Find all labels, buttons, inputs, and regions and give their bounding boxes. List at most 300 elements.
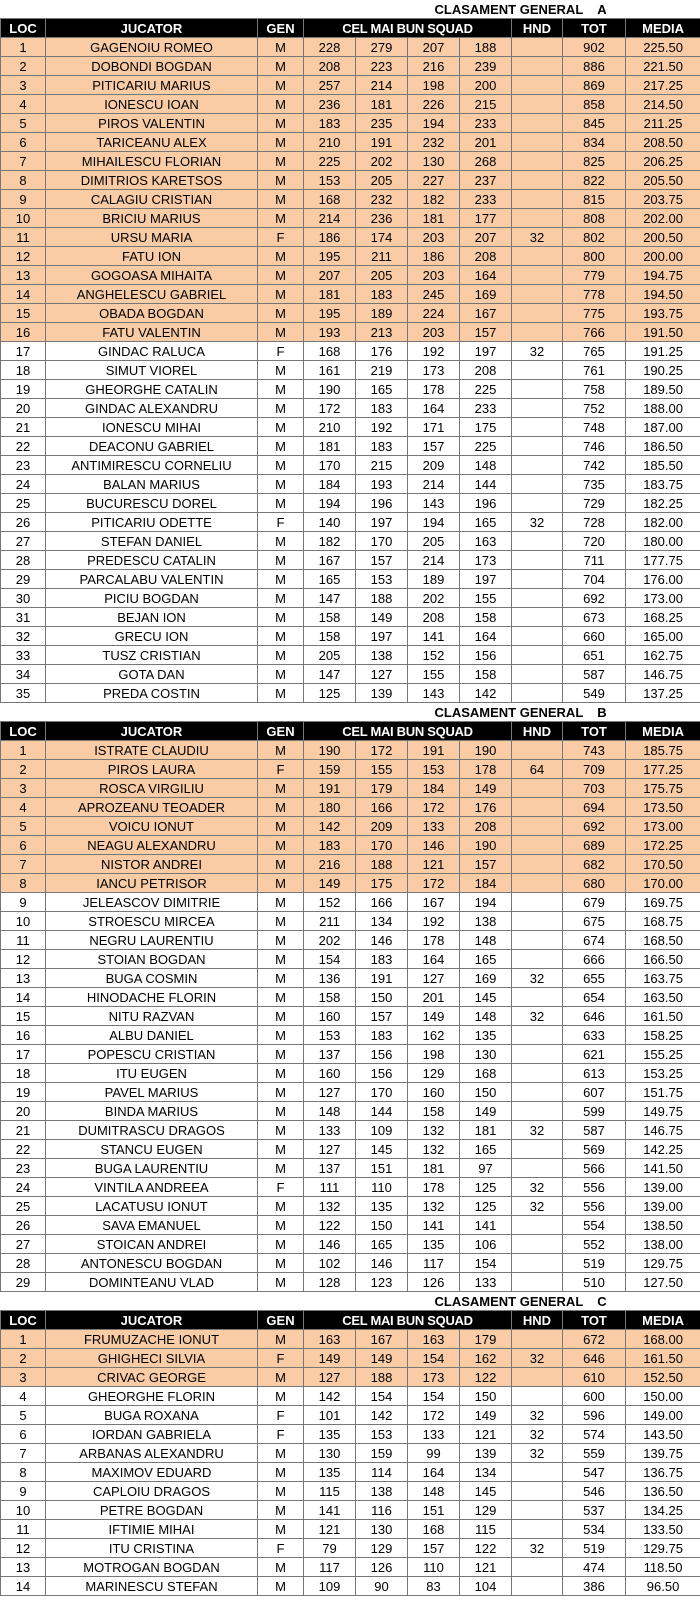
game3-score-cell: 141 [408, 627, 460, 646]
handicap-cell [512, 247, 563, 266]
handicap-cell: 32 [512, 513, 563, 532]
game3-score-cell: 154 [408, 1349, 460, 1368]
handicap-cell [512, 1577, 563, 1596]
rank-cell: 2 [1, 1349, 46, 1368]
game3-score-cell: 162 [408, 1026, 460, 1045]
game4-score-cell: 196 [460, 494, 512, 513]
player-name-cell: ARBANAS ALEXANDRU [46, 1444, 258, 1463]
gender-cell: F [258, 342, 304, 361]
rank-cell: 4 [1, 1387, 46, 1406]
table-row [1, 456, 700, 475]
table-row [1, 76, 700, 95]
handicap-cell [512, 874, 563, 893]
table-row [1, 1159, 700, 1178]
game4-score-cell: 149 [460, 779, 512, 798]
game1-score-cell: 140 [304, 513, 356, 532]
player-name-cell: PIROS VALENTIN [46, 114, 258, 133]
average-cell: 225.50 [626, 38, 700, 57]
table-row [1, 798, 700, 817]
game2-score-cell: 123 [356, 1273, 408, 1292]
total-cell: 825 [563, 152, 626, 171]
total-cell: 742 [563, 456, 626, 475]
handicap-cell [512, 988, 563, 1007]
hnd-header: HND [512, 1311, 563, 1330]
average-cell: 183.75 [626, 475, 700, 494]
game3-score-cell: 209 [408, 456, 460, 475]
total-cell: 886 [563, 57, 626, 76]
game4-score-cell: 179 [460, 1330, 512, 1349]
game2-score-cell: 109 [356, 1121, 408, 1140]
game2-score-cell: 183 [356, 399, 408, 418]
game2-score-cell: 219 [356, 361, 408, 380]
section-title: CLASAMENT GENERAL [434, 1, 584, 17]
handicap-cell: 32 [512, 228, 563, 247]
average-cell: 150.00 [626, 1387, 700, 1406]
table-row [1, 551, 700, 570]
table-row [1, 1387, 700, 1406]
game2-score-cell: 183 [356, 1026, 408, 1045]
game2-score-cell: 139 [356, 684, 408, 703]
player-header: JUCATOR [46, 722, 258, 741]
game3-score-cell: 171 [408, 418, 460, 437]
game3-score-cell: 148 [408, 1482, 460, 1501]
average-cell: 172.25 [626, 836, 700, 855]
table-row [1, 494, 700, 513]
player-name-cell: MIHAILESCU FLORIAN [46, 152, 258, 171]
player-name-cell: APROZEANU TEOADER [46, 798, 258, 817]
gender-cell: M [258, 76, 304, 95]
game3-score-cell: 208 [408, 608, 460, 627]
handicap-cell [512, 608, 563, 627]
gender-cell: M [258, 1064, 304, 1083]
total-cell: 761 [563, 361, 626, 380]
player-name-cell: STOIAN BOGDAN [46, 950, 258, 969]
game3-score-cell: 99 [408, 1444, 460, 1463]
handicap-cell: 32 [512, 1121, 563, 1140]
handicap-cell [512, 380, 563, 399]
game4-score-cell: 115 [460, 1520, 512, 1539]
rank-cell: 16 [1, 323, 46, 342]
player-name-cell: IANCU PETRISOR [46, 874, 258, 893]
handicap-cell [512, 171, 563, 190]
total-cell: 845 [563, 114, 626, 133]
game3-score-cell: 203 [408, 228, 460, 247]
handicap-cell [512, 798, 563, 817]
average-cell: 133.50 [626, 1520, 700, 1539]
total-cell: 554 [563, 1216, 626, 1235]
gender-cell: M [258, 1159, 304, 1178]
game4-score-cell: 145 [460, 1482, 512, 1501]
game1-score-cell: 228 [304, 38, 356, 57]
handicap-cell [512, 114, 563, 133]
total-cell: 735 [563, 475, 626, 494]
average-cell: 214.50 [626, 95, 700, 114]
player-name-cell: GHEORGHE CATALIN [46, 380, 258, 399]
gender-cell: M [258, 1026, 304, 1045]
table-row [1, 1577, 700, 1596]
game3-score-cell: 83 [408, 1577, 460, 1596]
total-cell: 766 [563, 323, 626, 342]
game2-score-cell: 170 [356, 1083, 408, 1102]
table-row [1, 855, 700, 874]
gender-cell: M [258, 190, 304, 209]
total-cell: 596 [563, 1406, 626, 1425]
rank-cell: 9 [1, 1482, 46, 1501]
game2-score-cell: 153 [356, 570, 408, 589]
game4-score-cell: 141 [460, 1216, 512, 1235]
handicap-cell [512, 418, 563, 437]
game2-score-cell: 209 [356, 817, 408, 836]
average-cell: 200.00 [626, 247, 700, 266]
game2-score-cell: 235 [356, 114, 408, 133]
game1-score-cell: 154 [304, 950, 356, 969]
section-title: CLASAMENT GENERAL [434, 704, 584, 720]
average-cell: 118.50 [626, 1558, 700, 1577]
gender-cell: M [258, 1140, 304, 1159]
handicap-cell [512, 494, 563, 513]
game1-score-cell: 160 [304, 1007, 356, 1026]
rank-cell: 29 [1, 1273, 46, 1292]
total-cell: 779 [563, 266, 626, 285]
player-name-cell: GRECU ION [46, 627, 258, 646]
game1-score-cell: 158 [304, 988, 356, 1007]
average-cell: 163.75 [626, 969, 700, 988]
best-squad-header: CEL MAI BUN SQUAD [304, 722, 512, 741]
game2-score-cell: 170 [356, 836, 408, 855]
game4-score-cell: 168 [460, 1064, 512, 1083]
game3-score-cell: 189 [408, 570, 460, 589]
game1-score-cell: 211 [304, 912, 356, 931]
game2-score-cell: 183 [356, 437, 408, 456]
game1-score-cell: 115 [304, 1482, 356, 1501]
gender-cell: M [258, 570, 304, 589]
game2-score-cell: 179 [356, 779, 408, 798]
average-cell: 190.25 [626, 361, 700, 380]
rank-cell: 27 [1, 1235, 46, 1254]
game2-score-cell: 196 [356, 494, 408, 513]
game3-score-cell: 173 [408, 361, 460, 380]
loc-header: LOC [1, 722, 46, 741]
rank-cell: 5 [1, 114, 46, 133]
player-name-cell: STOICAN ANDREI [46, 1235, 258, 1254]
table-row [1, 1539, 700, 1558]
game4-score-cell: 188 [460, 38, 512, 57]
rank-cell: 13 [1, 266, 46, 285]
media-header: MEDIA [626, 1311, 700, 1330]
gender-cell: M [258, 1197, 304, 1216]
table-row [1, 1254, 700, 1273]
gender-cell: M [258, 532, 304, 551]
game2-score-cell: 205 [356, 171, 408, 190]
total-cell: 666 [563, 950, 626, 969]
gender-cell: F [258, 1178, 304, 1197]
game3-score-cell: 192 [408, 912, 460, 931]
handicap-cell [512, 437, 563, 456]
handicap-cell [512, 627, 563, 646]
game1-score-cell: 193 [304, 323, 356, 342]
game4-score-cell: 165 [460, 1140, 512, 1159]
game3-score-cell: 132 [408, 1197, 460, 1216]
total-cell: 549 [563, 684, 626, 703]
game2-score-cell: 183 [356, 285, 408, 304]
average-cell: 170.00 [626, 874, 700, 893]
rank-cell: 3 [1, 779, 46, 798]
table-row [1, 1102, 700, 1121]
average-cell: 139.75 [626, 1444, 700, 1463]
game4-score-cell: 207 [460, 228, 512, 247]
player-name-cell: GHEORGHE FLORIN [46, 1387, 258, 1406]
game4-score-cell: 162 [460, 1349, 512, 1368]
rank-cell: 17 [1, 1045, 46, 1064]
average-cell: 162.75 [626, 646, 700, 665]
gender-cell: M [258, 304, 304, 323]
game4-score-cell: 190 [460, 741, 512, 760]
game4-score-cell: 104 [460, 1577, 512, 1596]
average-cell: 139.00 [626, 1178, 700, 1197]
game1-score-cell: 190 [304, 741, 356, 760]
average-cell: 139.00 [626, 1197, 700, 1216]
gender-cell: M [258, 247, 304, 266]
handicap-cell [512, 57, 563, 76]
handicap-cell [512, 1235, 563, 1254]
average-cell: 137.25 [626, 684, 700, 703]
player-name-cell: IORDAN GABRIELA [46, 1425, 258, 1444]
player-name-cell: ITU CRISTINA [46, 1539, 258, 1558]
game4-score-cell: 165 [460, 513, 512, 532]
gender-cell: M [258, 475, 304, 494]
player-name-cell: PITICARIU ODETTE [46, 513, 258, 532]
gender-cell: M [258, 1387, 304, 1406]
game4-score-cell: 175 [460, 418, 512, 437]
rank-cell: 15 [1, 304, 46, 323]
handicap-cell [512, 646, 563, 665]
average-cell: 211.25 [626, 114, 700, 133]
game4-score-cell: 163 [460, 532, 512, 551]
game4-score-cell: 167 [460, 304, 512, 323]
average-cell: 194.50 [626, 285, 700, 304]
game1-score-cell: 146 [304, 1235, 356, 1254]
rank-cell: 29 [1, 570, 46, 589]
game3-score-cell: 173 [408, 1368, 460, 1387]
total-cell: 510 [563, 1273, 626, 1292]
handicap-cell: 32 [512, 1197, 563, 1216]
game1-score-cell: 152 [304, 893, 356, 912]
game4-score-cell: 157 [460, 855, 512, 874]
total-cell: 559 [563, 1444, 626, 1463]
table-row [1, 1007, 700, 1026]
media-header: MEDIA [626, 722, 700, 741]
game1-score-cell: 127 [304, 1140, 356, 1159]
player-name-cell: IONESCU MIHAI [46, 418, 258, 437]
game4-score-cell: 181 [460, 1121, 512, 1140]
game2-score-cell: 188 [356, 589, 408, 608]
average-cell: 176.00 [626, 570, 700, 589]
player-name-cell: DUMITRASCU DRAGOS [46, 1121, 258, 1140]
total-cell: 822 [563, 171, 626, 190]
game1-score-cell: 202 [304, 931, 356, 950]
total-cell: 694 [563, 798, 626, 817]
handicap-cell [512, 190, 563, 209]
total-cell: 674 [563, 931, 626, 950]
rank-cell: 23 [1, 1159, 46, 1178]
average-cell: 182.00 [626, 513, 700, 532]
table-row [1, 266, 700, 285]
average-cell: 143.50 [626, 1425, 700, 1444]
game2-score-cell: 232 [356, 190, 408, 209]
game3-score-cell: 163 [408, 1330, 460, 1349]
game3-score-cell: 203 [408, 323, 460, 342]
rank-cell: 12 [1, 1539, 46, 1558]
game1-score-cell: 210 [304, 418, 356, 437]
average-cell: 129.75 [626, 1254, 700, 1273]
table-row [1, 399, 700, 418]
handicap-cell [512, 1083, 563, 1102]
average-cell: 202.00 [626, 209, 700, 228]
game4-score-cell: 194 [460, 893, 512, 912]
player-name-cell: DEACONU GABRIEL [46, 437, 258, 456]
table-row [1, 1444, 700, 1463]
game2-score-cell: 167 [356, 1330, 408, 1349]
game4-score-cell: 233 [460, 114, 512, 133]
player-name-cell: PARCALABU VALENTIN [46, 570, 258, 589]
game3-score-cell: 192 [408, 342, 460, 361]
game4-score-cell: 148 [460, 456, 512, 475]
rank-cell: 1 [1, 38, 46, 57]
rank-cell: 2 [1, 760, 46, 779]
game2-score-cell: 157 [356, 1007, 408, 1026]
hnd-header: HND [512, 722, 563, 741]
game3-score-cell: 132 [408, 1140, 460, 1159]
gender-cell: M [258, 1330, 304, 1349]
game1-score-cell: 161 [304, 361, 356, 380]
player-name-cell: ALBU DANIEL [46, 1026, 258, 1045]
game1-score-cell: 111 [304, 1178, 356, 1197]
player-name-cell: FRUMUZACHE IONUT [46, 1330, 258, 1349]
table-row [1, 380, 700, 399]
game4-score-cell: 239 [460, 57, 512, 76]
gender-cell: M [258, 1254, 304, 1273]
game3-score-cell: 110 [408, 1558, 460, 1577]
game2-score-cell: 166 [356, 798, 408, 817]
game4-score-cell: 208 [460, 817, 512, 836]
total-cell: 537 [563, 1501, 626, 1520]
game1-score-cell: 190 [304, 380, 356, 399]
game3-score-cell: 130 [408, 152, 460, 171]
handicap-cell [512, 1273, 563, 1292]
gender-cell: M [258, 646, 304, 665]
game2-score-cell: 90 [356, 1577, 408, 1596]
game4-score-cell: 197 [460, 570, 512, 589]
total-cell: 556 [563, 1197, 626, 1216]
handicap-cell [512, 1140, 563, 1159]
total-cell: 679 [563, 893, 626, 912]
game3-score-cell: 154 [408, 1387, 460, 1406]
game3-score-cell: 143 [408, 494, 460, 513]
handicap-cell [512, 323, 563, 342]
table-row [1, 931, 700, 950]
handicap-cell [512, 456, 563, 475]
player-name-cell: PAVEL MARIUS [46, 1083, 258, 1102]
game4-score-cell: 184 [460, 874, 512, 893]
game1-score-cell: 191 [304, 779, 356, 798]
handicap-cell [512, 361, 563, 380]
game3-score-cell: 226 [408, 95, 460, 114]
handicap-cell: 32 [512, 1349, 563, 1368]
gender-cell: M [258, 1007, 304, 1026]
game3-score-cell: 164 [408, 1463, 460, 1482]
game4-score-cell: 268 [460, 152, 512, 171]
game4-score-cell: 133 [460, 1273, 512, 1292]
game4-score-cell: 154 [460, 1254, 512, 1273]
game2-score-cell: 129 [356, 1539, 408, 1558]
gender-cell: M [258, 684, 304, 703]
game1-score-cell: 216 [304, 855, 356, 874]
rank-cell: 6 [1, 1425, 46, 1444]
rank-cell: 12 [1, 247, 46, 266]
game4-score-cell: 121 [460, 1425, 512, 1444]
total-cell: 651 [563, 646, 626, 665]
rank-cell: 25 [1, 1197, 46, 1216]
player-name-cell: STANCU EUGEN [46, 1140, 258, 1159]
player-name-cell: NEAGU ALEXANDRU [46, 836, 258, 855]
average-cell: 155.25 [626, 1045, 700, 1064]
total-cell: 552 [563, 1235, 626, 1254]
game4-score-cell: 177 [460, 209, 512, 228]
total-cell: 672 [563, 1330, 626, 1349]
gender-cell: F [258, 1425, 304, 1444]
rank-cell: 11 [1, 228, 46, 247]
gender-cell: M [258, 285, 304, 304]
handicap-cell [512, 1045, 563, 1064]
handicap-cell [512, 1463, 563, 1482]
table-row [1, 190, 700, 209]
game3-score-cell: 194 [408, 513, 460, 532]
handicap-cell: 32 [512, 1406, 563, 1425]
game1-score-cell: 117 [304, 1558, 356, 1577]
player-name-cell: HINODACHE FLORIN [46, 988, 258, 1007]
average-cell: 146.75 [626, 665, 700, 684]
total-cell: 729 [563, 494, 626, 513]
handicap-cell: 32 [512, 1444, 563, 1463]
table-row [1, 760, 700, 779]
handicap-cell [512, 38, 563, 57]
total-cell: 778 [563, 285, 626, 304]
gender-cell: M [258, 893, 304, 912]
average-cell: 191.50 [626, 323, 700, 342]
game2-score-cell: 145 [356, 1140, 408, 1159]
game2-score-cell: 135 [356, 1197, 408, 1216]
table-row [1, 893, 700, 912]
gender-cell: F [258, 513, 304, 532]
game2-score-cell: 165 [356, 380, 408, 399]
rank-cell: 14 [1, 285, 46, 304]
rank-cell: 17 [1, 342, 46, 361]
average-cell: 175.75 [626, 779, 700, 798]
average-cell: 141.50 [626, 1159, 700, 1178]
total-cell: 610 [563, 1368, 626, 1387]
average-cell: 188.00 [626, 399, 700, 418]
game4-score-cell: 201 [460, 133, 512, 152]
total-cell: 660 [563, 627, 626, 646]
gender-cell: M [258, 855, 304, 874]
table-row [1, 589, 700, 608]
game3-score-cell: 146 [408, 836, 460, 855]
table-row [1, 1273, 700, 1292]
game2-score-cell: 211 [356, 247, 408, 266]
game2-score-cell: 188 [356, 1368, 408, 1387]
total-cell: 673 [563, 608, 626, 627]
rank-cell: 21 [1, 1121, 46, 1140]
